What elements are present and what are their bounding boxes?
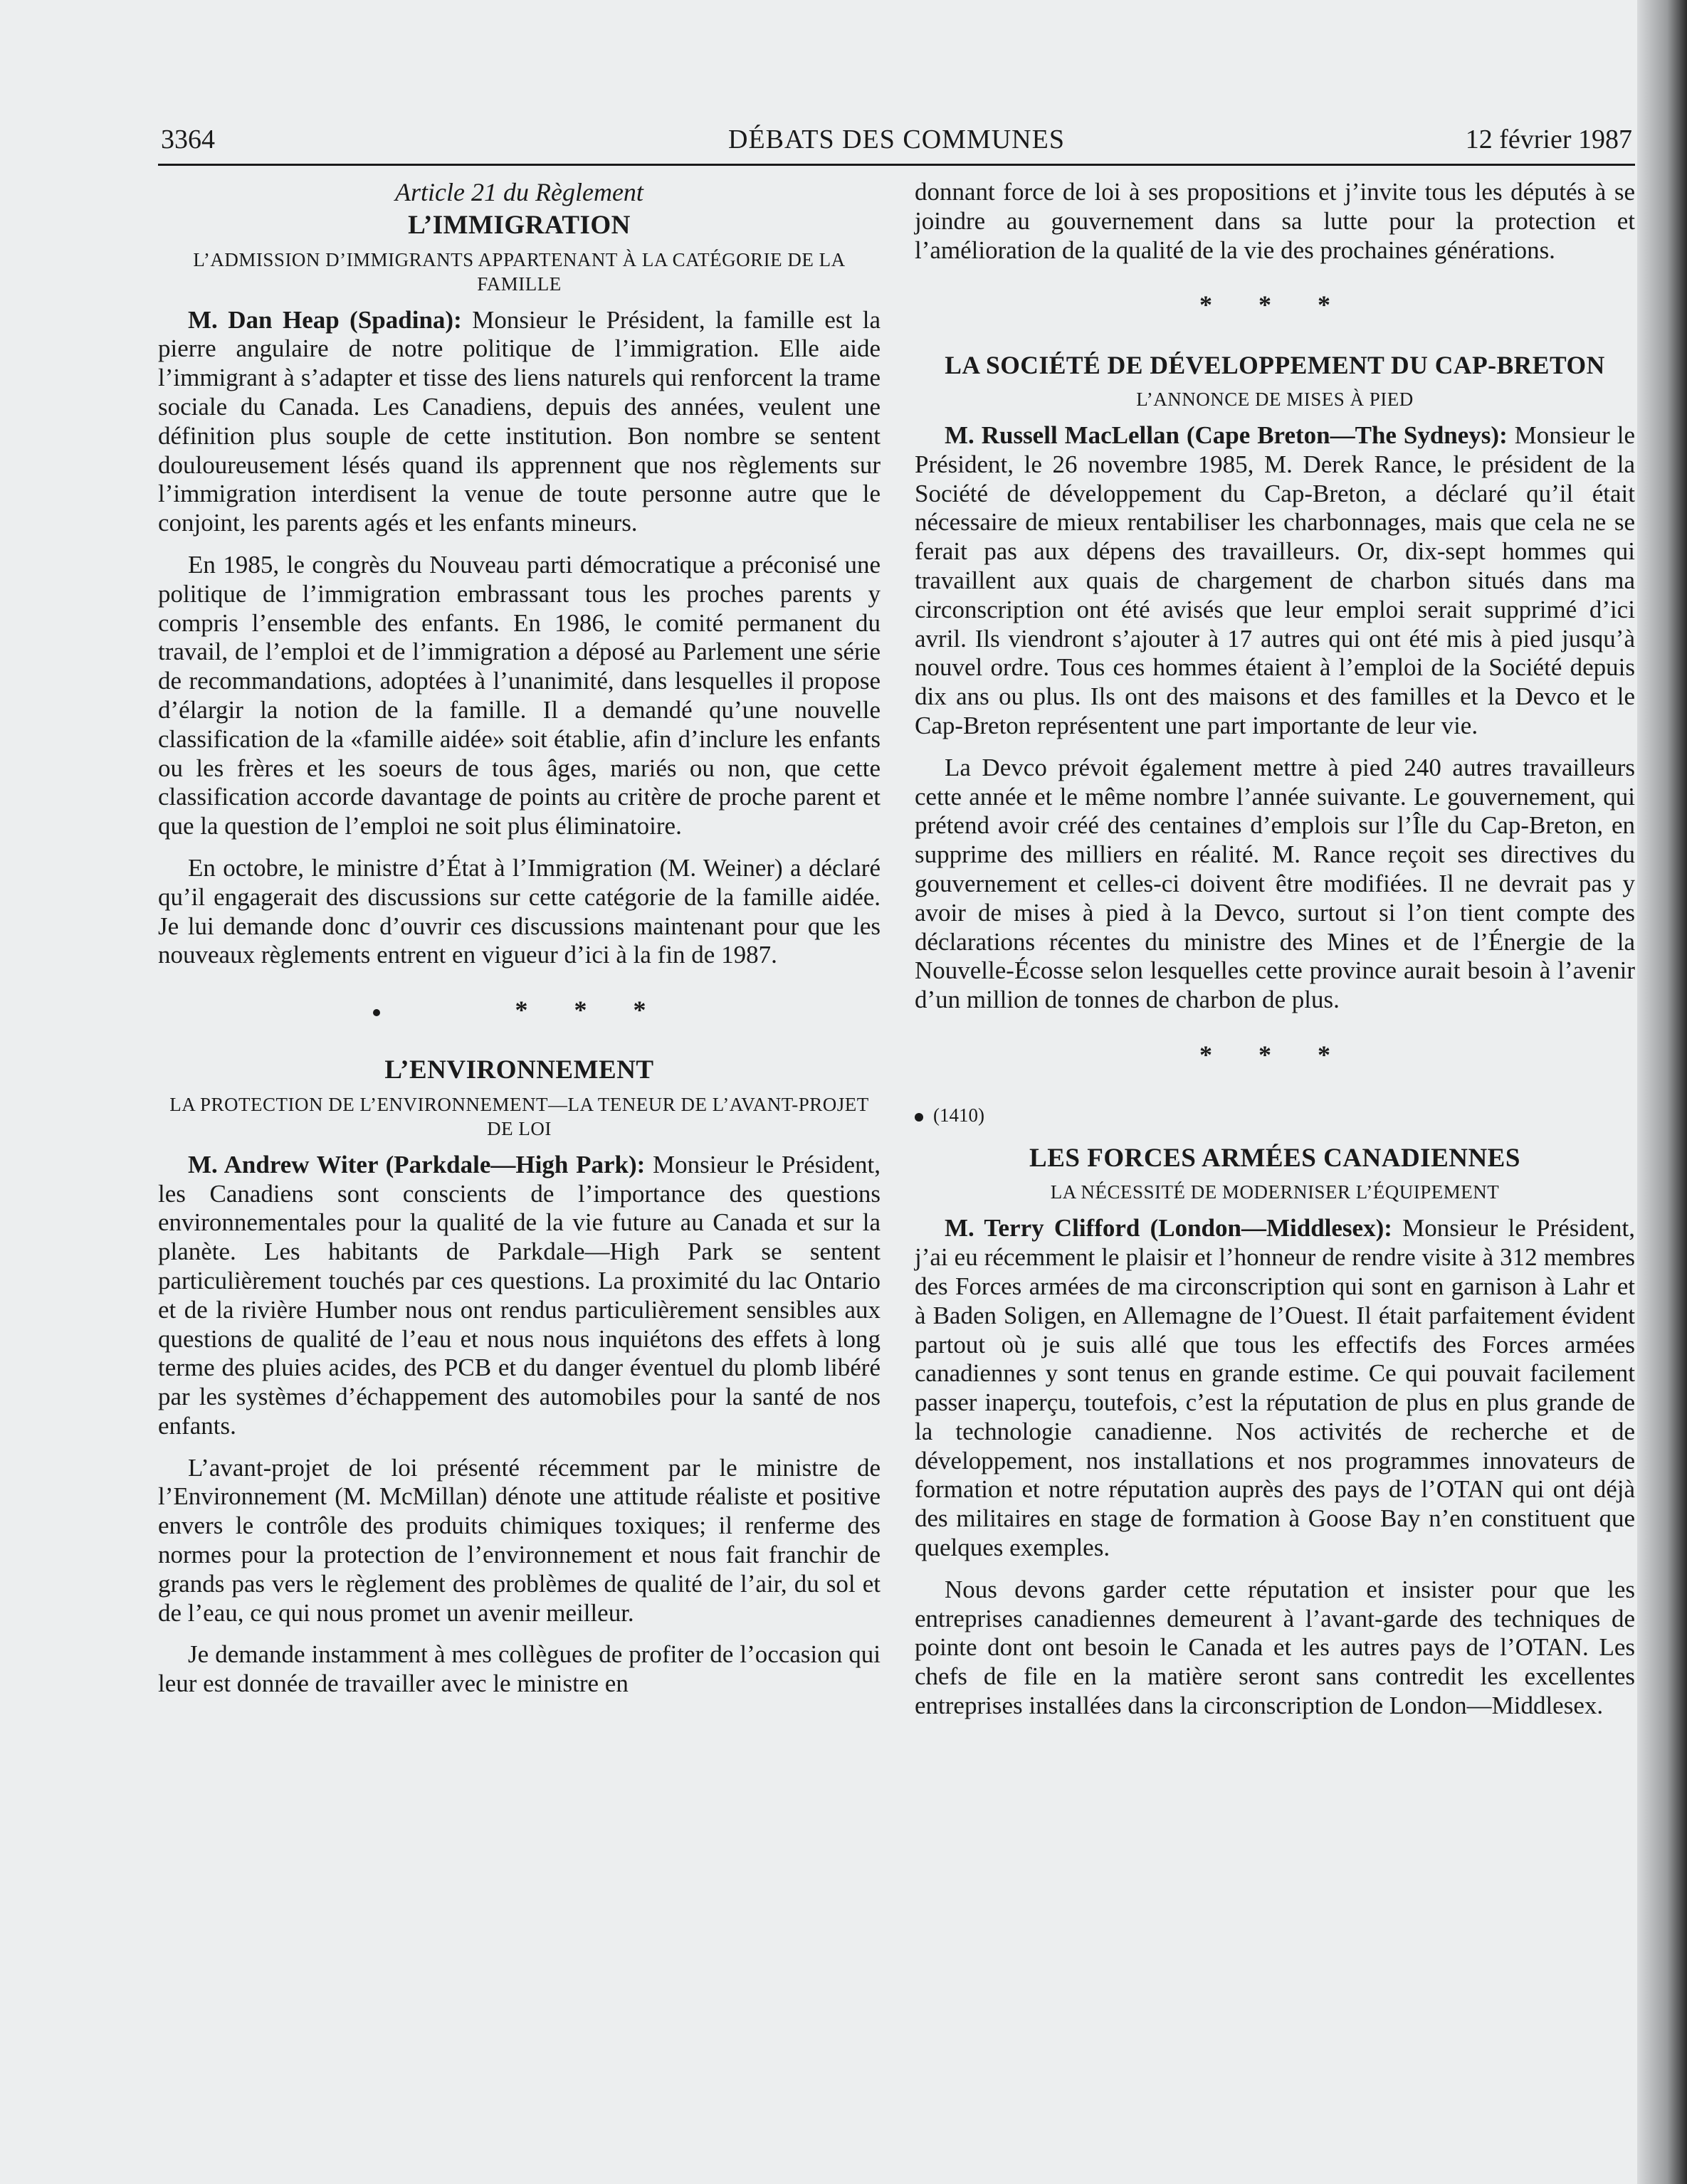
paragraph-text: Monsieur le Président, le 26 novembre 1985, M. Derek Rance, le président de la Société de développement du Cap-Breton, a déclaré qu’il était nécessaire de mieux rentabiliser les charbonnages, mais que cela ne se ferait pas aux dépens des travailleurs. Or, dix-sept hommes qui travaillent aux quais de chargement de charbon situés dans ma circonscription ont été avisés que leur emploi serait supprimé d’ici avril. Ils viendront s’ajouter à 17 autres qui ont été mis à pied jusqu’à nouvel ordre. Tous ces hommes étaient à l’emploi de la Société depuis dix ans ou plus. Ils ont des maisons et des familles et la Devco et le Cap-Breton représentent une part importante de leur vie. — [915, 421, 1636, 739]
left-column — [158, 178, 881, 1711]
article-label: Article 21 du Règlement — [395, 178, 643, 206]
paragraph: La Devco prévoit également mettre à pied 240 autres travailleurs cette année et le même nombre l’année suivante. Le gouvernement, qui prétend avoir créé des centaines d’emplois sur l’Île du Cap-Breton, en supprime des milliers en réalité. M. Rance reçoit ses directives du gouvernement et celles-ci doivent être modifiées. Il ne devrait pas y avoir de mises à pied à la Devco, surtout si l’on tient compte des déclarations récentes du ministre des Mines et de l’Énergie de la Nouvelle-Écosse selon lesquelles cette province aurait besoin à l’avenir d’un million de tonnes de charbon de plus. — [915, 753, 1635, 1014]
paragraph: En octobre, le ministre d’État à l’Immigration (M. Weiner) a déclaré qu’il engagerait des discussions sur cette catégorie de la famille aidée. Je lui demande donc d’ouvrir ces discussions maintenant pour que les nouveaux règlements entrent en vigueur d’ici à la fin de 1987. — [158, 853, 881, 969]
paragraph-text: Monsieur le Président, la famille est la pierre angulaire de notre politique de l’immigration. Elle aide l’immigrant à s’adapter et tisse des liens naturels qui renforcent la trame sociale du Canada. Les Canadiens, depuis des années, veulent une définition plus souple de cette institution. Bon nombre se sentent douloureusement lésés quand ils apprennent que nos règlements sur l’immigration interdisent la venue de toute personne autre que le conjoint, les parents agés et les enfants mineurs. — [158, 305, 881, 537]
paragraph-text: Monsieur le Président, les Canadiens sont conscients de l’importance des questions environnementales pour la qualité de la vie future au Canada et sur la planète. Les habitants de Parkdale—High Park se sentent particulièrement touchés par ces questions. La proximité du lac Ontario et de la rivière Humber nous ont rendus particulièrement sensibles aux questions de qualité de l’eau et nous nous inquiétons des effets à long terme des pluies acides, des PCB et du danger éventuel du plomb libéré par les systèmes d’échappement des automobiles pour la santé de nos enfants. — [158, 1150, 881, 1440]
paragraph: donnant force de loi à ses propositions et j’invite tous les députés à se joindre au gouvernement dans sa lutte pour la protection et l’amélioration de la qualité de la vie des prochaines générations. — [915, 178, 1635, 264]
paragraph: En 1985, le congrès du Nouveau parti démocratique a préconisé une politique de l’immigration embrassant tous les proches parents y compris l’ensemble des enfants. En 1986, le comité permanent du travail, de l’emploi et de l’immigration a déposé au Parlement une série de recommandations, adoptées à l’unanimité, dans lesquelles il propose d’élargir la notion de la famille. Il a demandé qu’une nouvelle classification de la «famille aidée» soit établie, afin d’inclure les enfants ou les frères et les soeurs de tous âges, mariés ou non, que cette classification accorde davantage de points au critère de proche parent et que la question de l’emploi ne soit plus éliminatoire. — [158, 550, 881, 840]
speaker-name: M. Dan Heap (Spadina): — [188, 305, 462, 334]
bullet-mark — [373, 1009, 380, 1016]
section-heading-devco: LA SOCIÉTÉ DE DÉVELOPPEMENT DU CAP-BRETON — [945, 351, 1605, 380]
section-separator: * * * — [1199, 1040, 1350, 1069]
section-subheading-immigration: L’ADMISSION D’IMMIGRANTS APPARTENANT À LA CATÉGORIE DE LA FAMILLE — [193, 248, 846, 295]
speaker-name: M. Andrew Witer (Parkdale—High Park): — [188, 1150, 646, 1178]
section-heading-environment: L’ENVIRONNEMENT — [384, 1055, 654, 1085]
bullet-mark — [915, 1113, 923, 1122]
section-subheading-forces: LA NÉCESSITÉ DE MODERNISER L’ÉQUIPEMENT — [1050, 1181, 1500, 1203]
paragraph-text: Monsieur le Président, j’ai eu récemment le plaisir et l’honneur de rendre visite à 312 membres des Forces armées de ma circonscription qui sont en garnison à Lahr et à Baden Soligen, en Allemagne de l’Ouest. Il était parfaitement évident partout où je suis allé que tous les effectifs des Forces armées canadiennes y sont tenus en grande estime. Ce qui pouvait facilement passer inaperçu, toutefois, c’est la réputation de plus en plus grande de la technologie canadienne. Nos activités de recherche et de développement, nos installations et nos programmes innovateurs de formation et notre réputation auprès des pays de l’OTAN qui ont déjà des militaires en stage de formation à Goose Bay n’en constituent que quelques exemples. — [915, 1214, 1636, 1562]
paragraph — [915, 1214, 1635, 1563]
page-header — [158, 121, 1635, 166]
page-edge-shadow — [1637, 0, 1687, 2184]
section-subheading-devco: L’ANNONCE DE MISES À PIED — [1136, 388, 1414, 410]
section-subheading-environment: LA PROTECTION DE L’ENVIRONNEMENT—LA TENEUR DE L’AVANT-PROJET DE LOI — [169, 1093, 869, 1139]
page-number: 3364 — [161, 125, 215, 154]
publication-title: DÉBATS DES COMMUNES — [728, 125, 1065, 154]
section-heading-immigration: L’IMMIGRATION — [408, 210, 631, 240]
section-heading-forces: LES FORCES ARMÉES CANADIENNES — [1029, 1143, 1520, 1173]
section-separator: * * * — [1199, 290, 1350, 320]
paragraph: Nous devons garder cette réputation et insister pour que les entreprises canadiennes demeurent à l’avant-garde des techniques de pointe dont ont besoin le Canada et les autres pays de l’OTAN. Les chefs de file en la matière seront sans contredit les excellentes entreprises installées dans la circonscription de London—Middlesex. — [915, 1575, 1635, 1720]
paragraph: Je demande instamment à mes collègues de profiter de l’occasion qui leur est donnée de travailler avec le ministre en — [158, 1640, 881, 1698]
publication-date: 12 février 1987 — [1465, 125, 1632, 154]
timestamp — [915, 1101, 1635, 1130]
timestamp-text: (1410) — [933, 1104, 984, 1126]
speaker-name: M. Russell MacLellan (Cape Breton—The Sydneys): — [945, 421, 1508, 449]
section-separator — [158, 996, 881, 1025]
separator-stars: * * * — [515, 996, 666, 1025]
paragraph: L’avant-projet de loi présenté récemment par le ministre de l’Environnement (M. McMillan) dénote une attitude réaliste et positive envers le contrôle des produits chimiques toxiques; il renferme des normes pour la protection de l’environnement et nous fait franchir de grands pas vers le règlement des problèmes de qualité de l’air, du sol et de l’eau, ce qui nous promet un avenir meilleur. — [158, 1453, 881, 1627]
paragraph — [915, 421, 1635, 741]
speaker-name: M. Terry Clifford (London—Middlesex): — [945, 1214, 1392, 1243]
right-column — [915, 178, 1635, 1734]
paragraph — [158, 306, 881, 538]
paragraph — [158, 1151, 881, 1441]
